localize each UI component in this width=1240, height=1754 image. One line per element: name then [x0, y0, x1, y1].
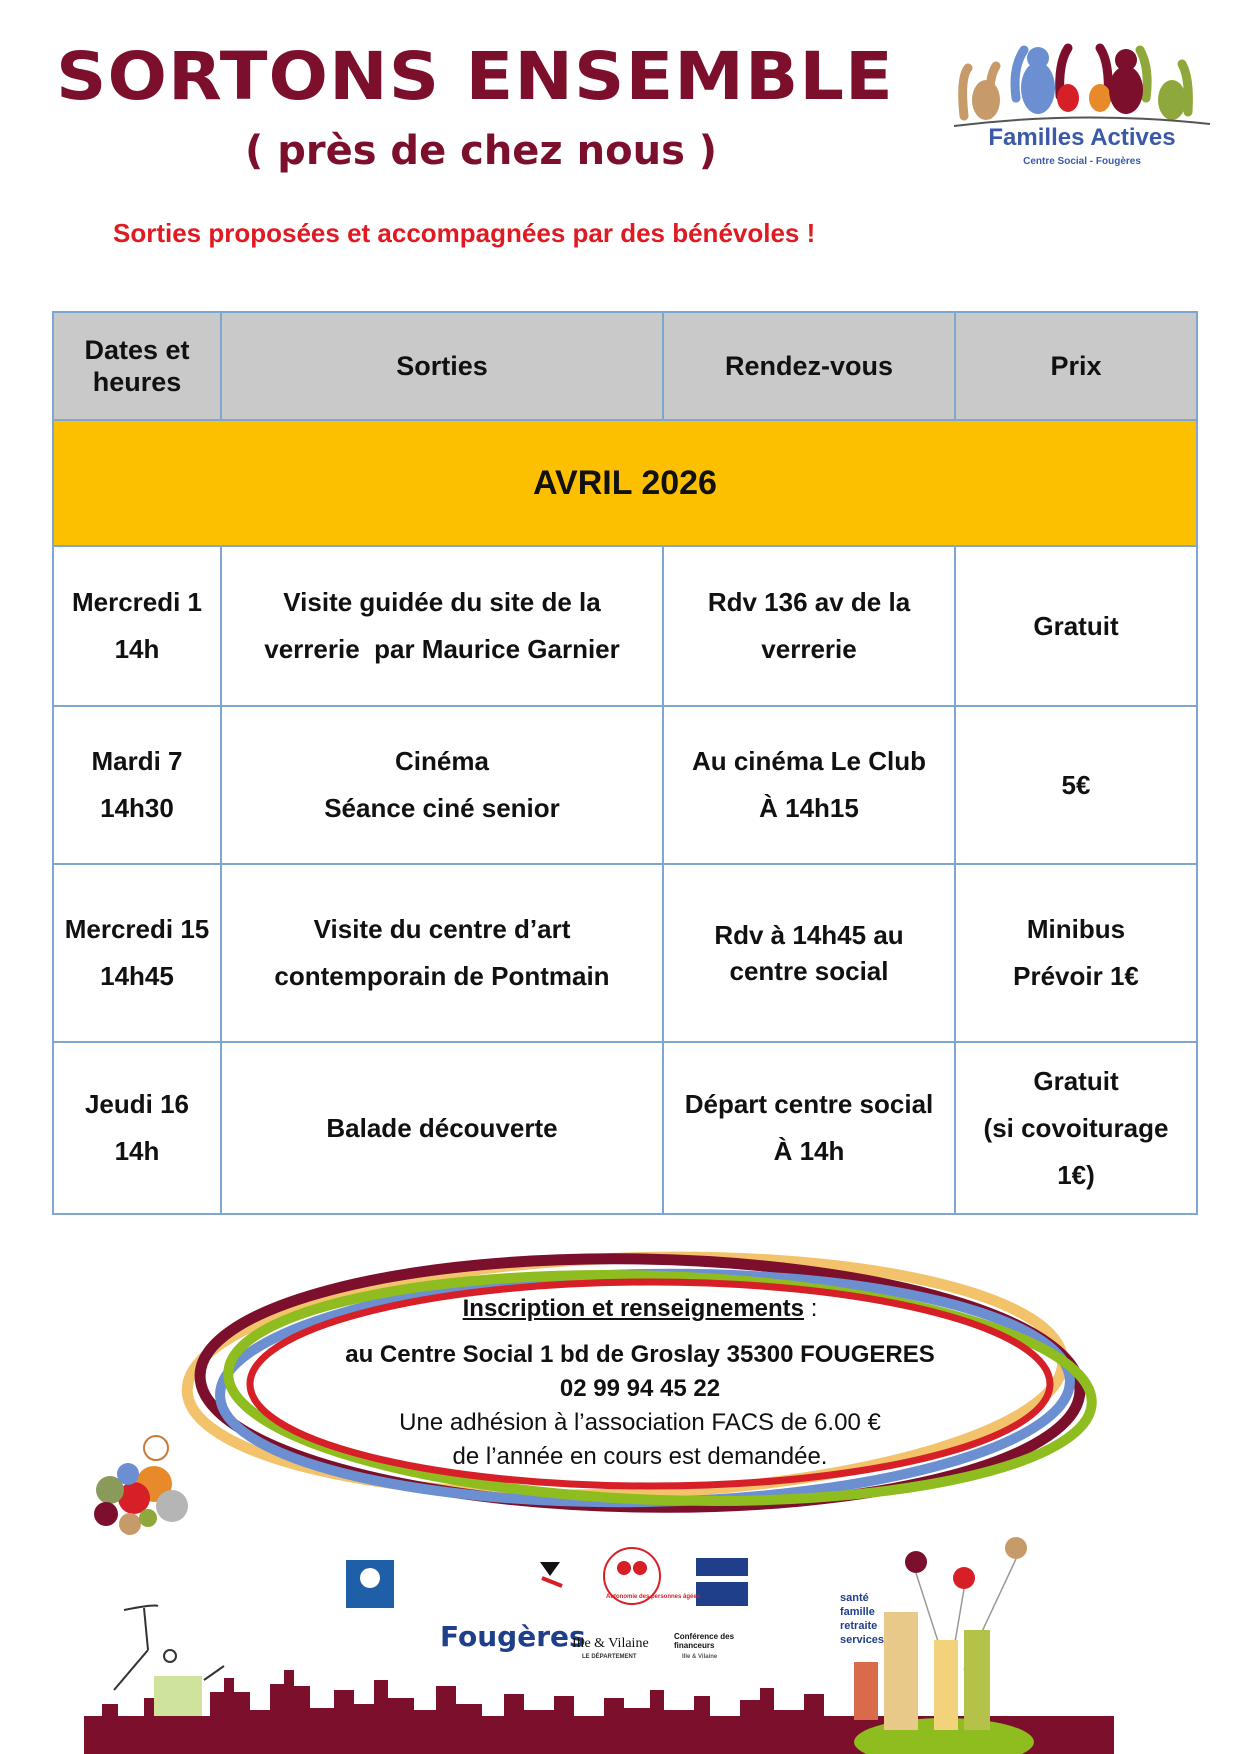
price-cell [955, 546, 1197, 706]
conference-arc-label: Autonomie des personnes âgées [606, 1594, 701, 1600]
meeting-line: Rdv 136 av de la [707, 587, 911, 617]
info-title: Inscription et renseignements [462, 1295, 805, 1322]
meeting-line: verrerie [761, 634, 857, 664]
table-header-row [53, 312, 1197, 420]
meeting-line: Au cinéma Le Club [691, 746, 927, 776]
outing-cell [221, 1042, 663, 1214]
meeting-line: À 14h [773, 1136, 845, 1166]
month-label: AVRIL 2026 [53, 420, 1197, 546]
price-cell [955, 1042, 1197, 1214]
date-time: 14h45 [100, 961, 174, 991]
msa-line-1: santé [840, 1592, 869, 1604]
meeting-cell [663, 1042, 955, 1214]
info-membership-1: Une adhésion à l’association FACS de 6.00 € [399, 1409, 881, 1436]
meeting-line: Départ centre social [684, 1089, 934, 1119]
info-membership-2: de l’année en cours est demandée. [452, 1443, 828, 1470]
info-block [250, 1292, 1030, 1474]
conference-logo: Conférence des financeurs [674, 1632, 735, 1650]
ille-vilaine-logo: Ille & Vilaine [572, 1636, 649, 1651]
date-time: 14h [114, 1136, 160, 1166]
date-cell [53, 864, 221, 1042]
meeting-cell [663, 706, 955, 864]
table-row [53, 706, 1197, 864]
fougeres-logo: Fougères [440, 1620, 586, 1653]
price-line: Gratuit [1033, 1065, 1119, 1096]
date-day: Mercredi 1 [71, 587, 203, 617]
outing-cell [221, 706, 663, 864]
msa-line-4: services [840, 1634, 885, 1646]
info-title-line [250, 1292, 1030, 1326]
msa-line-2: famille [840, 1606, 875, 1618]
price-line: Gratuit [1033, 610, 1119, 641]
outing-line: Visite guidée du site de la [283, 587, 601, 617]
price-line: (si covoiturage [983, 1112, 1169, 1143]
header-dates: Dates et heures [53, 312, 221, 420]
info-phone: 02 99 94 45 22 [559, 1375, 721, 1402]
date-day: Mercredi 15 [64, 914, 210, 944]
date-cell [53, 546, 221, 706]
logo-subtitle: Centre Social - Fougères [1023, 156, 1141, 167]
msa-line-3: retraite [840, 1620, 878, 1632]
meeting-cell [663, 546, 955, 706]
meeting-line: À 14h15 [759, 793, 859, 823]
schedule-table [52, 311, 1198, 1215]
outing-line: Visite du centre d’art [313, 914, 571, 944]
people-icon [950, 38, 1214, 128]
conference-sub: Ille & Vilaine [682, 1654, 718, 1660]
header-outings: Sorties [221, 312, 663, 420]
caf-label: ALLOCATIONS FAMILIALES [346, 1612, 390, 1625]
familles-actives-logo [950, 38, 1214, 178]
table-row [53, 1042, 1197, 1214]
info-address: au Centre Social 1 bd de Groslay 35300 FOUGERES [345, 1341, 935, 1368]
date-time: 14h [114, 634, 160, 664]
price-line: 1€) [1057, 1159, 1095, 1190]
outing-line: Balade découverte [326, 1112, 558, 1143]
outing-cell [221, 546, 663, 706]
outing-line: verrerie par Maurice Garnier [264, 634, 620, 664]
meeting-line: Rdv à 14h45 au [714, 920, 904, 950]
price-line: 5€ [1061, 769, 1091, 800]
date-day: Mardi 7 [91, 746, 183, 776]
price-cell [955, 864, 1197, 1042]
info-title-suffix: : [804, 1295, 818, 1322]
logo-name: Familles Actives [988, 124, 1176, 151]
meeting-line: centre social [729, 956, 889, 986]
date-time: 14h30 [100, 793, 174, 823]
meeting-cell [663, 864, 955, 1042]
outing-line: contemporain de Pontmain [274, 961, 610, 991]
date-day: Jeudi 16 [84, 1089, 190, 1119]
price-cell [955, 706, 1197, 864]
table-row [53, 864, 1197, 1042]
price-line: Prévoir 1€ [1013, 961, 1139, 991]
page-title: SORTONS ENSEMBLE [56, 38, 894, 115]
header-price: Prix [955, 312, 1197, 420]
page-subtitle: ( près de chez nous ) [245, 128, 718, 174]
ille-vilaine-sub: LE DÉPARTEMENT [582, 1654, 637, 1660]
outing-line: Cinéma [395, 746, 489, 776]
price-line: Minibus [1026, 914, 1126, 944]
tagline: Sorties proposées et accompagnées par des bénévoles ! [113, 218, 816, 248]
header-meeting: Rendez-vous [663, 312, 955, 420]
outing-line: Séance ciné senior [324, 793, 560, 823]
outing-cell [221, 864, 663, 1042]
date-cell [53, 1042, 221, 1214]
month-row [53, 420, 1197, 546]
date-cell [53, 706, 221, 864]
table-row [53, 546, 1197, 706]
